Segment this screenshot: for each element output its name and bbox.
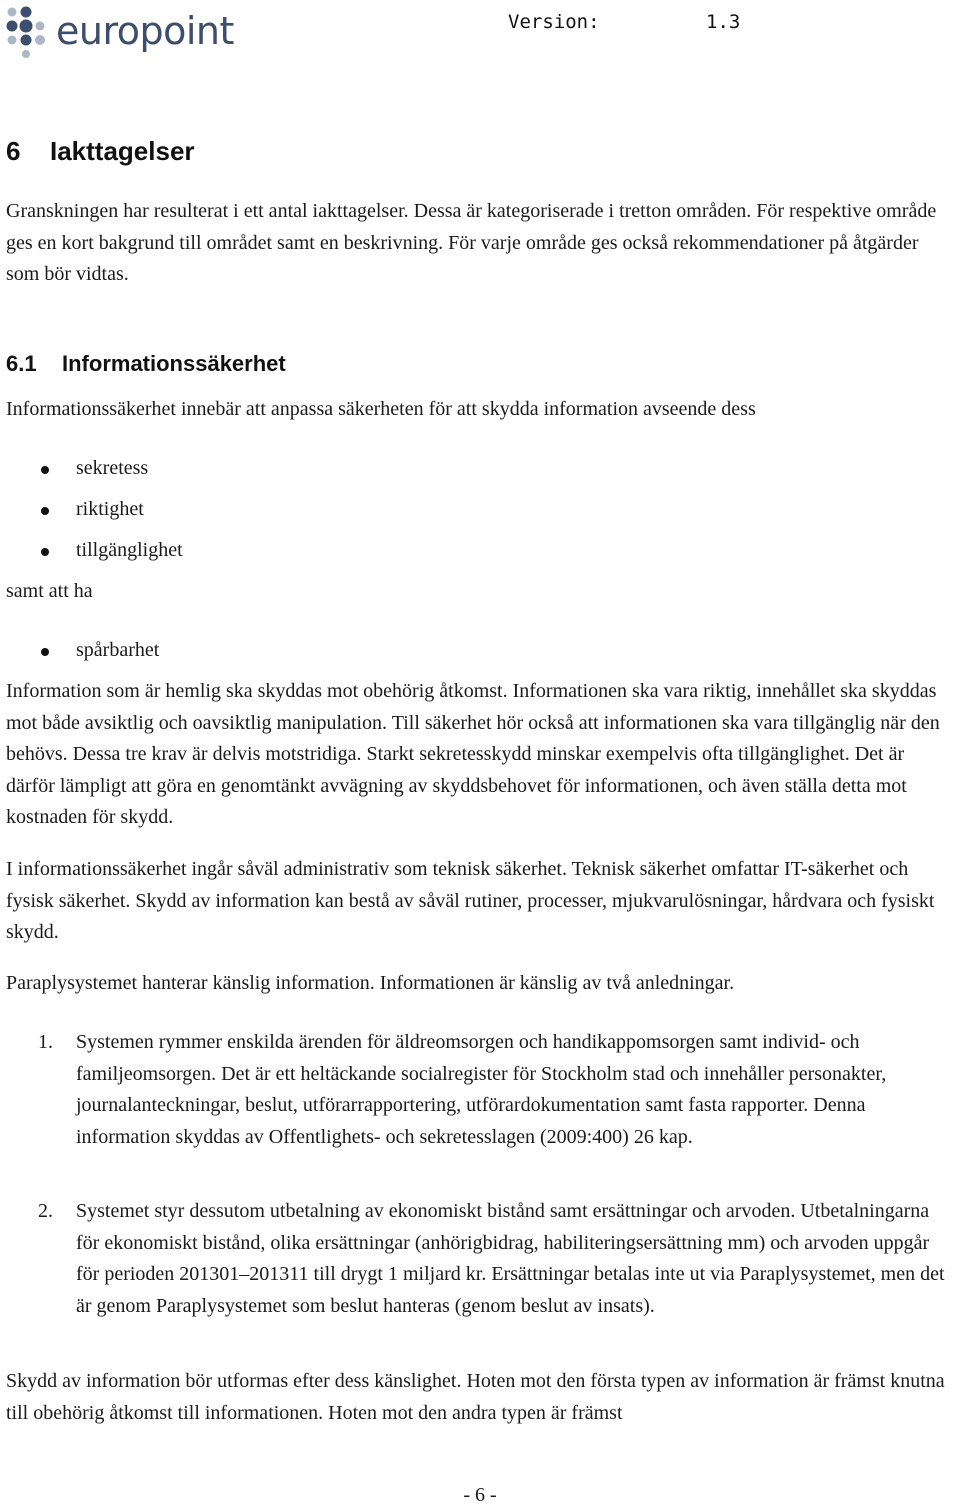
section-number: 6: [6, 136, 21, 166]
subsection-intro: Informationssäkerhet innebär att anpassa säkerheten för att skydda information avseende dess: [6, 398, 756, 420]
numbered-list-item: Systemet styr dessutom utbetalning av ekonomiskt bistånd samt ersättningar och arvoden. Utbetalningarna för ekonomiskt bistånd, olika ersättningar (anhörigbidrag, habiliteringsersättning mm) och arvoden uppgår för perioden 201301–201311 till drygt 1 miljard kr. Ersättningar betalas inte ut via Paraplysystemet, men det är genom Paraplysystemet som beslut hanteras (genom beslut av insats).: [76, 1200, 945, 1317]
list-item: spårbarhet: [76, 639, 160, 661]
list-item: riktighet: [76, 498, 144, 520]
document-version: [508, 11, 741, 33]
paragraph-information: Information som är hemlig ska skyddas mot obehörig åtkomst. Informationen ska vara riktig, innehållet ska skyddas mot både avsiktlig och oavsiktlig manipulation. Till säkerhet hör också att informationen ska vara tillgänglig när den behövs. Dessa tre krav är delvis motstridiga. Starkt sekretesskydd minskar exempelvis ofta tillgänglighet. Det är därför lämpligt att göra en genomtänkt avvägning av skyddsbehovet för informationen, och även ställa detta mot kostnaden för skydd.: [6, 680, 940, 828]
section-intro: Granskningen har resulterat i ett antal iakttagelser. Dessa är kategoriserade i tretton områden. För respektive område ges en kort bakgrund till området samt en beskrivning. För varje område ges också rekommendationer på åtgärder som bör vidtas.: [6, 200, 937, 285]
subsection-number: 6.1: [6, 351, 37, 376]
logo-dots-icon: [6, 6, 52, 60]
subsection-heading: [6, 351, 286, 377]
paragraph-security-types: I informationssäkerhet ingår såväl administrativ som teknisk säkerhet. Teknisk säkerhet omfattar IT-säkerhet och fysisk säkerhet. Skydd av information kan bestå av såväl rutiner, processer, mjukvarulösningar, hårdvara och fysiskt skydd.: [6, 858, 935, 943]
version-value: 1.3: [706, 11, 741, 33]
paragraph-protection: Skydd av information bör utformas efter dess känslighet. Hoten mot den första typen av information är främst knutna till obehörig åtkomst till informationen. Hoten mot den andra typen är främst: [6, 1370, 945, 1424]
list-number: 2.: [38, 1200, 53, 1222]
bullet-icon: [41, 507, 49, 515]
section-title: Iakttagelser: [50, 136, 195, 166]
list-number: 1.: [38, 1031, 53, 1053]
paragraph-sensitive: Paraplysystemet hanterar känslig information. Informationen är känslig av två anledningar.: [6, 972, 735, 994]
page-number: - 6 -: [463, 1484, 497, 1506]
bullet-icon: [41, 466, 49, 474]
subsection-title: Informationssäkerhet: [62, 351, 286, 376]
section-heading: [6, 136, 195, 167]
bullet-icon: [41, 548, 49, 556]
bullet-icon: [41, 648, 49, 656]
company-logo: [6, 6, 234, 60]
numbered-list-item: Systemen rymmer enskilda ärenden för äldreomsorgen och handikappomsorgen samt individ- och familjeomsorgen. Det är ett heltäckande socialregister för Stockholm stad och innehåller personakter, journalanteckningar, beslut, utförarrapportering, utförardokumentation samt fasta rapporter. Denna information skyddas av Offentlighets- och sekretesslagen (2009:400) 26 kap.: [76, 1031, 887, 1148]
logo-text: europoint: [56, 9, 234, 53]
list-item: tillgänglighet: [76, 539, 183, 561]
between-text: samt att ha: [6, 580, 93, 602]
list-item: sekretess: [76, 457, 149, 479]
version-label: Version:: [508, 11, 600, 33]
